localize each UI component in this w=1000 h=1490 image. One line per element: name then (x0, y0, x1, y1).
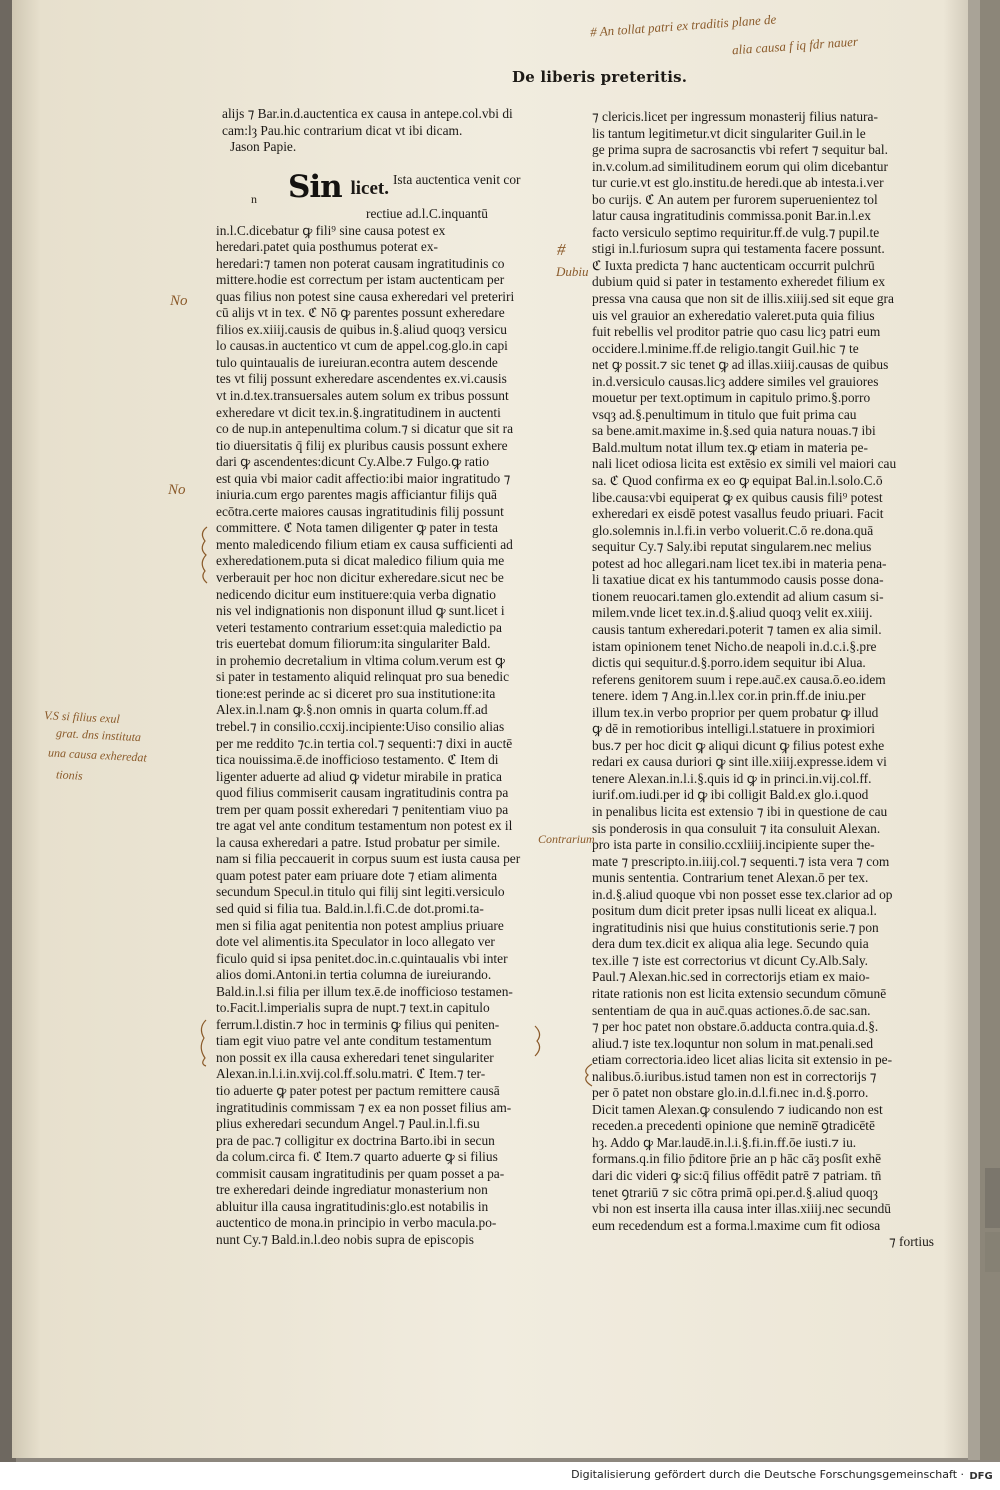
text-line: milem.vnde licet tex.in.d.§.aliud quoqȝ velit ex.xiiij. (592, 605, 873, 621)
funding-notice: Digitalisierung gefördert durch die Deutsche Forschungsgemeinschaft · (571, 1468, 964, 1481)
fore-edge-labels (985, 1168, 1000, 1272)
text-line: glo.solemnis in.l.fi.in verbo voluerit.C.ō re.dona.quā (592, 522, 874, 538)
text-line: nali licet odiosa licita est extēsio ex simili vel maiori cau (592, 456, 897, 472)
text-line: tio aduerte ꝙ pater potest per pactum remittere causā (216, 1082, 500, 1098)
text-line: sed quid si filia tua. Bald.in.l.fi.C.de dot.promi.ta- (216, 900, 484, 916)
text-line: pro ista parte in consilio.ccxliiij.incipiente super the- (592, 837, 875, 853)
text-line: sa. ℭ Quod confirma ex eo ꝙ equipat Bal.in.l.solo.C.ō (592, 473, 883, 489)
left-margin-annotation-block: una causa exheredat (47, 745, 148, 765)
text-line: trebel.⁊ in consilio.ccxij.incipiente:Uiso consilio alias (216, 718, 505, 734)
text-line: ligenter aduerte ad aliud ꝙ videtur mirabile in pratica (216, 768, 502, 784)
text-line: quas filius non potest sine causa exheredari vel preteriri (216, 288, 515, 304)
text-line: ⁊ clericis.licet per ingressum monasterij filius natura- (592, 109, 878, 124)
text-line: verberauit per hoc non dicitur exheredare.sicut nec be (216, 570, 504, 586)
text-line: net ꝙ possit.⁊ sic tenet ꝙ ad illas.xiiij.causas de quibus (592, 357, 889, 373)
text-line: Bald.in.l.si filia per illum tex.ē.de inofficioso testamen- (216, 983, 513, 999)
text-line: veteri testamento contrarium esset:quia maledictio pa (216, 619, 502, 635)
margin-bracket-icon (196, 1018, 210, 1068)
text-line: sententiam de qua in auc̄.quas actiones.ō.de sac.san. (592, 1002, 871, 1018)
author-line: Jason Papie. (230, 139, 297, 155)
guide-letter: n (251, 192, 257, 206)
text-line: vbi non est inserta illa causa inter illas.xiiij.nec secundū (592, 1201, 891, 1217)
text-line: in.d.§.aliud quoque vbi non posset esse tex.clarior ad op (592, 886, 893, 902)
text-line: alios domi.Antoni.in tertia columna de iureiurando. (216, 967, 492, 983)
text-line: vt in.d.tex.transuersales autem solum ex tribus possunt (216, 388, 509, 404)
dfg-logo-icon (967, 1464, 995, 1484)
text-line: etiam correctoria.ideo licet alias licita sit extensio in pe- (592, 1052, 893, 1068)
text-line: Bald.multum notat illum tex.ꝙ etiam in materia pe- (592, 439, 868, 455)
margin-bracket-icon (197, 525, 211, 585)
text-line: dictis qui sequitur.d.§.porro.idem sequitur ibi Alua. (592, 655, 866, 671)
text-line: istam opinionem tenet Nicho.de neapoli in.d.c.i.§.pre (592, 638, 877, 654)
right-column (592, 109, 934, 1251)
text-line: quod filius commiserit causam ingratitudinis contra pa (216, 785, 509, 801)
text-line: quam potest pater eam priuare dote ⁊ etiam alimenta (216, 867, 498, 883)
text-line: ingratitudinis nisi que huius constitutionis serie.⁊ pon (592, 919, 879, 935)
text-line: tes vt filij possunt exheredare ascendentes ex.vi.causis (216, 371, 507, 387)
text-line: dubium quid si pater in testamento exheredet filium ex (592, 274, 886, 290)
text-line: iniuria.cum ergo parentes magis afficiantur filijs quā (216, 487, 497, 503)
text-line: bus.⁊ per hoc dicit ꝙ aliqui dicunt ꝙ filius potest exhe (592, 737, 885, 753)
text-line: tris euertebat domum filiorum:ita singulariter Bald. (216, 636, 491, 652)
text-line: trem per quam possit exheredari ⁊ penitentiam viuo pa (216, 801, 509, 817)
text-line: lis tantum legitimetur.vt dicit singulariter Guil.in le (592, 125, 866, 141)
text-line: cam:lȝ Pau.hic contrarium dicat vt ibi dicam. (222, 122, 463, 138)
mid-margin-annotation: Contrarium (538, 832, 595, 846)
text-line: tenere Alexan.in.l.i.§.quis id ꝙ in princi.in.vij.col.ff. (592, 770, 872, 786)
lead-word: licet. (345, 178, 389, 199)
text-line: men si filia agat penitentia non potest amplius priuare (216, 917, 504, 933)
text-line: ficulo quid si ipsa penitet.doc.in.c.quintaualis vbi inter (216, 950, 508, 966)
text-line: to.Facit.l.imperialis supra de nupt.⁊ text.in capitulo (216, 1000, 490, 1016)
text-line: tio diuersitatis q̄ filij ex pluribus causis possunt exhere (216, 437, 508, 453)
text-line: sa bene.amit.maxime in.§.sed quia natura nouas.⁊ ibi (592, 423, 876, 439)
text-line: ritate rationis non est licita extensio secundum cōmunē (592, 985, 887, 1001)
text-line: la causa exheredari a patre. Istud probatur per simile. (216, 834, 501, 850)
text-line: pressa vna causa que non sit de illis.xiiij.sed sit eque gra (592, 291, 894, 307)
text-line: sequitur Cy.⁊ Saly.ibi reputat singularem.nec melius (592, 539, 872, 555)
opening-line-text: Ista auctentica venit cor (392, 172, 521, 187)
text-line: in prohemio decretalium in vltima colum.verum est ꝙ (216, 652, 505, 668)
text-line: tur curie.vt est glo.institu.de heredi.que ab intesta.i.ver (592, 175, 884, 191)
top-right-annotation-1: # An tollat patri ex traditis plane de (589, 11, 777, 40)
text-line: stigi in.l.furiosum supra qui testamenta facere possunt. (592, 241, 885, 257)
text-line: libe.causa:vbi equiperat ꝙ ex quibus causis fili⁹ potest (592, 489, 883, 505)
text-line: dari ꝙ ascendentes:dicunt Cy.Albe.⁊ Fulgo.ꝙ ratio (216, 454, 490, 470)
text-line: tione:est perinde ac si diceret pro sua institutione:ita (216, 685, 496, 701)
text-line: filios ex.xiiij.causis de quibus in.§.aliud quoqȝ versicu (216, 321, 507, 337)
decorated-initial: Sin (288, 172, 342, 205)
text-line: Alexan.in.l.i.in.xvij.col.ff.solu.matri. ℭ Item.⁊ ter- (216, 1066, 486, 1082)
text-line: nis vel indignationis non disponunt illud ꝙ sunt.licet i (216, 603, 505, 619)
text-line: dote vel alimentis.ita Speculator in loco allegato ver (216, 934, 495, 950)
text-line: nunt Cy.⁊ Bald.in.l.deo nobis supra de episcopis (216, 1231, 474, 1247)
text-line: ferrum.l.distin.⁊ hoc in terminis ꝙ filius qui peniten- (216, 1016, 500, 1032)
text-line: Paul.⁊ Alexan.hic.sed in correctorijs etiam ex maio- (592, 969, 870, 985)
text-line: munis sententia. Contrarium tenet Alexan.ō per tex. (592, 870, 869, 886)
text-line: mittere.hodie est correctum per istam auctenticam per (216, 272, 505, 288)
text-line: in.d.versiculo causas.licȝ addere similes vel grauiores (592, 373, 879, 389)
text-line: cū alijs vt in tex. ℭ Nō ꝙ parentes possunt exheredare (216, 305, 505, 321)
text-line: heredari:⁊ tamen non poterat causam ingratitudinis co (216, 255, 505, 271)
text-line: heredari.patet quia posthumus poterat ex- (216, 239, 438, 255)
text-line: aliud.⁊ iste tex.loquntur non solum in mat.penali.sed (592, 1035, 874, 1051)
text-line: formans.q.in filio p̄ditore p̄rie an p hāc cāȝ posſit exhē (592, 1151, 882, 1167)
text-line: plius exheredari secundum Angel.⁊ Paul.in.l.fi.su (216, 1116, 480, 1132)
text-line: causis tantum exheredari.poterit ⁊ tamen ex alia simil. (592, 621, 882, 637)
text-line: facto versiculo septimo requiritur.ff.de vulg.⁊ pupil.te (592, 224, 880, 240)
text-line: per ō patet non obstare glo.in.d.l.fi.nec in.d.§.porro. (592, 1085, 869, 1101)
text-line: bo curijs. ℭ An autem per furorem superuenientez tol (592, 191, 878, 207)
text-line: auctentico de mona.in principio in verbo macula.po- (216, 1215, 497, 1231)
left-margin-annotation-block: tionis (55, 767, 84, 783)
text-line: exheredare vt dicit tex.in.§.ingratitudinem in auctenti (216, 404, 501, 420)
text-line: tica nouissima.ē.de inofficioso testamento. ℭ Item di (216, 752, 499, 768)
right-margin-annotation: Dubiu (556, 264, 589, 279)
text-line: per me reddito ⁊c.in tertia col.⁊ sequenti:⁊ dixi in auctē (216, 735, 513, 751)
text-line: ꝙ dē in remotioribus intelligi.l.statuere in proximiori (592, 721, 876, 737)
text-line: in.l.C.dicebatur ꝙ fili⁹ sine causa potest ex (216, 222, 446, 238)
text-line: lo causas.in auctentico vt cum de appel.cog.glo.in capi (216, 338, 508, 354)
text-line: Dicit tamen Alexan.ꝙ consulendo ⁊ iudicando non est (592, 1101, 883, 1117)
left-margin-annotation-no: No (168, 482, 186, 498)
text-line: mate ⁊ prescripto.in.iiij.col.⁊ sequenti.⁊ ista vera ⁊ com (592, 853, 890, 869)
text-line: uis vel grauior an exheredatio valeret.puta quia filius (592, 307, 875, 323)
text-line: tenere. idem ⁊ Ang.in.l.lex cor.in prin.ff.de iniu.per (592, 688, 866, 704)
text-line: nalibus.ō.iuribus.istud tamen non est in correctorijs ⁊ (592, 1068, 877, 1084)
text-line: positum dum dicit preter ipsas nulli liceat ex aliqua.l. (592, 903, 877, 919)
text-line: hȝ. Addo ꝙ Mar.laudē.in.l.i.§.fi.in.ff.ōe iusti.⁊ iu. (592, 1134, 857, 1150)
text-line: iurif.om.iudi.per id ꝙ ibi colligit Bald.ex glo.i.quod (592, 787, 869, 803)
text-line: co de nup.in antepenultima colum.⁊ si dicatur que sit ra (216, 421, 514, 437)
top-right-annotation-2: alia causa f iq fdr nauer (731, 33, 859, 58)
text-line: occidere.l.minime.ff.de religio.tangit Guil.hic ⁊ te (592, 340, 859, 356)
running-title: De liberis preteritis. (512, 68, 688, 86)
dfg-logo-text: DFG (969, 1471, 993, 1482)
text-line: mouetur per text.optimum in capitulo primo.§.porro (592, 390, 871, 406)
left-column-top (222, 106, 540, 156)
text-line: mento maledicendo filium etiam ex causa sufficienti ad (216, 536, 513, 552)
text-line: eum recedendum est a forma.l.maxime cum fit odiosa (592, 1217, 881, 1233)
margin-bracket-icon (580, 1062, 594, 1088)
text-line: ℭ Iuxta predicta ⁊ hanc auctenticam occurrit pulchrū (592, 257, 875, 273)
text-line: sis ponderosis in qua consuluit ⁊ ita consuluit Alexan. (592, 820, 881, 836)
margin-bracket-icon (533, 1024, 545, 1058)
text-line: abluitur illa causa ingratitudinis:glo.est notabilis in (216, 1198, 489, 1214)
text-line: secundum Specul.in titulo qui filij sint legiti.versiculo (216, 884, 505, 900)
text-line: tiam egit viuo patre vel ante conditum testamentum (216, 1033, 492, 1049)
text-line: tre agat vel ante conditum testamentum non potest ex il (216, 818, 513, 834)
text-line: committere. ℭ Nota tamen diligenter ꝙ pater in testa (216, 520, 498, 536)
text-line: dari dic videri ꝙ sic:q̄ filius offēdit patrē ⁊ patriam. tn̄ (592, 1168, 882, 1183)
text-line: nam si filia peccauerit in corpus suum est iusta causa per (216, 851, 521, 867)
text-line: pra de pac.⁊ colligitur ex doctrina Barto.ibi in secun (216, 1132, 495, 1148)
text-line: nedicendo dicitur eum instituere:quia verba dignatio (216, 586, 497, 602)
left-margin-annotation-block: grat. dns instituta (55, 725, 142, 745)
text-line: ge prima supra de sacrosanctis vbi refert ⁊ sequitur bal. (592, 142, 888, 158)
text-line: tex.ille ⁊ iste est correctorius vt dicunt Cy.Alb.Saly. (592, 952, 869, 968)
text-line: illum tex.in verbo proprior per quem probatur ꝙ illud (592, 704, 879, 720)
text-line: non possit ex illa causa exheredari tenet singulariter (216, 1049, 494, 1065)
text-line: in.v.colum.ad similitudinem eorum qui olim dicebantur (592, 158, 888, 174)
text-line: ⁊ per hoc patet non obstare.ō.adducta contra.quia.d.§. (592, 1019, 879, 1035)
text-line: tre exheredari deinde ingrediatur monasterium non (216, 1182, 488, 1198)
text-line: exheredationem.puta si dicat maledico filium quia me (216, 553, 505, 569)
text-line: ⁊ fortius (889, 1234, 934, 1250)
text-line: alijs ⁊ Bar.in.d.auctentica ex causa in antepe.col.vbi di (222, 106, 513, 121)
text-line: vsqȝ ad.§.penultimum in titulo que fuit prima cau (592, 406, 857, 422)
opening-line (216, 172, 546, 206)
text-line: commisit causam ingratitudinis per quam posset a pa- (216, 1165, 505, 1181)
text-line: da colum.circa fi. ℭ Item.⁊ quarto aduerte ꝙ si filius (216, 1149, 498, 1165)
left-column-body (216, 172, 546, 1248)
text-line: exheredari ex eisdē potest vasallus feudo priuari. Facit (592, 506, 884, 522)
text-line: referens genitorem suum i repe.auc̄.ex causa.ō.eo.idem (592, 671, 886, 687)
text-line: est quia vbi maior cadit affectio:ibi maior ingratitudo ⁊ (216, 470, 511, 486)
text-line: fuit rebellis vel proditor patrie quo casu licȝ patri eum (592, 324, 881, 340)
left-margin-annotation-no: No (170, 293, 188, 309)
text-line: si pater in testamento aliquid relinquat pro sua benedic (216, 669, 510, 685)
text-line: li taxatiue dicat ex his tantummodo causis posse dona- (592, 572, 884, 588)
text-line: potest ad hoc allegari.nam licet tex.ibi in materia pena- (592, 555, 887, 571)
text-line: receden.a precedenti opinione que nemine̅ ꝯtradicētē (592, 1118, 875, 1134)
text-line: ingratitudinis commissam ⁊ ex ea non posset filius am- (216, 1099, 512, 1115)
text-line: redari ex causa duriori ꝙ sint ille.xiiij.expresse.idem vi (592, 754, 887, 770)
text-line: tionem reuocari.tamen glo.extendit ad alium casum si- (592, 588, 884, 604)
text-line: Alex.in.l.nam ꝙ.§.non omnis in quarta colum.ff.ad (216, 702, 488, 718)
text-line: rectiue ad.l.C.inquantū (366, 206, 488, 221)
right-margin-hash: # (557, 240, 566, 259)
text-line: ecōtra.certe maiores causas ingratitudinis filij possunt (216, 503, 504, 519)
text-line: latur causa ingratitudinis commissa.ponit Bar.in.l.ex (592, 208, 871, 224)
text-line: tenet ꝯtrariū ⁊ sic cōtra primā opi.per.d.§.aliud quoqȝ (592, 1184, 878, 1200)
left-margin-annotation-block: V.S si filius exul (43, 708, 121, 726)
text-line: tulo quintaualis de iureiuran.econtra autem descende (216, 354, 498, 370)
text-line: in penalibus licita est extensio ⁊ ibi in questione de cau (592, 803, 888, 819)
text-line: dera dum tex.dicit ex aliqua alia lege. Secundo quia (592, 936, 869, 952)
